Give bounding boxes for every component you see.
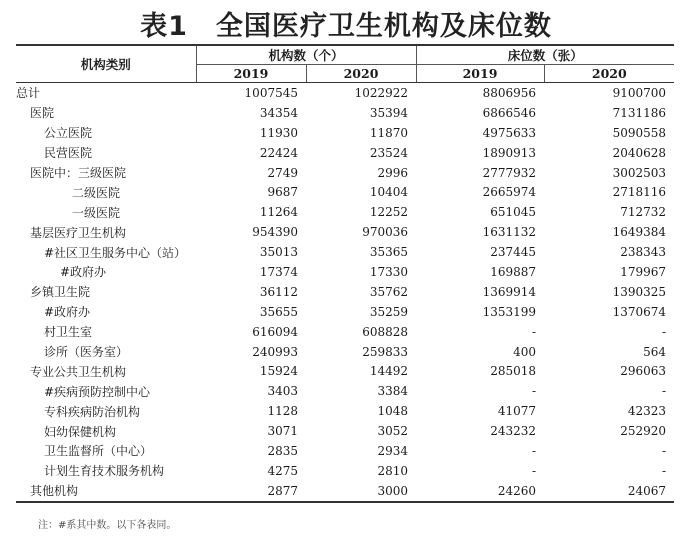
row-label: 医院 [30, 106, 55, 121]
cell-value: 296063 [620, 364, 667, 379]
cell-value: - [531, 384, 537, 399]
header-year: 2019 [416, 65, 544, 83]
row-label: #政府办 [44, 305, 91, 320]
header-category: 机构类别 [16, 45, 196, 83]
cell-value: - [661, 443, 667, 458]
cell-value: 616094 [252, 324, 298, 339]
cell-value: 15924 [259, 364, 298, 379]
table-row [16, 361, 674, 381]
cell-value: 8806956 [482, 85, 537, 100]
row-label: 民营医院 [44, 146, 93, 161]
cell-value: 2877 [196, 481, 306, 502]
row-label: 乡镇卫生院 [30, 285, 91, 300]
cell-value: 35762 [369, 284, 409, 299]
cell-value: 285018 [490, 364, 537, 379]
cell-value: 4975633 [482, 125, 537, 140]
cell-value: 11930 [259, 125, 298, 140]
cell-value: 6866546 [482, 105, 537, 120]
cell-value: 237445 [490, 245, 537, 260]
table-row [16, 103, 674, 123]
cell-value: 2996 [377, 165, 409, 180]
cell-value: 608828 [362, 324, 409, 339]
cell-value: 2749 [267, 165, 298, 180]
table-row [16, 322, 674, 342]
row-label: 公立医院 [44, 126, 93, 141]
header-year: 2020 [306, 65, 416, 83]
cell-value: - [531, 324, 537, 339]
cell-value: 3384 [377, 384, 409, 399]
cell-value: 23524 [369, 145, 409, 160]
cell-value: 35394 [369, 105, 409, 120]
cell-value: 14492 [369, 364, 409, 379]
cell-value: 11870 [369, 125, 409, 140]
cell-value: 2040628 [612, 145, 667, 160]
cell-value: 1649384 [612, 225, 667, 240]
row-label: 二级医院 [72, 185, 121, 200]
cell-value: 35655 [259, 304, 298, 319]
table-row [16, 481, 674, 502]
cell-value: - [661, 324, 667, 339]
cell-value: 12252 [369, 205, 409, 220]
institutions-beds-table [16, 44, 674, 503]
table-row [16, 182, 674, 202]
cell-value: 3071 [267, 424, 298, 439]
cell-value: 24067 [544, 481, 674, 502]
cell-value: 259833 [362, 344, 409, 359]
cell-value: 42323 [627, 404, 667, 419]
row-label: 卫生监督所（中心） [44, 444, 153, 459]
cell-value: 1048 [377, 404, 409, 419]
cell-value: 3002503 [612, 165, 667, 180]
table-row [16, 461, 674, 481]
cell-value: 651045 [490, 205, 537, 220]
header-beds: 床位数（张） [416, 45, 674, 65]
cell-value: 2810 [377, 463, 409, 478]
row-label: 妇幼保健机构 [44, 424, 117, 439]
cell-value: 179967 [620, 264, 667, 279]
row-label: 总计 [16, 86, 41, 101]
cell-value: 7131186 [612, 105, 667, 120]
cell-value: 169887 [490, 264, 537, 279]
page-title: 表1 全国医疗卫生机构及床位数 [140, 11, 552, 42]
cell-value: - [661, 463, 667, 478]
table-row [16, 143, 674, 163]
table-row [16, 282, 674, 302]
cell-value: 970036 [362, 225, 409, 240]
row-label: 专科疾病防治机构 [44, 404, 141, 419]
header-year: 2019 [196, 65, 306, 83]
cell-value: 9100700 [612, 85, 667, 100]
table-row [16, 342, 674, 362]
footnote: 注：#系其中数。以下各表同。 [38, 520, 177, 531]
cell-value: 2777932 [482, 165, 537, 180]
cell-value: 22424 [259, 145, 298, 160]
cell-value: 36112 [259, 284, 298, 299]
cell-value: 240993 [252, 344, 298, 359]
cell-value: 3052 [377, 424, 409, 439]
cell-value: 1022922 [354, 85, 409, 100]
table-row [16, 302, 674, 322]
cell-value: 17330 [369, 264, 409, 279]
cell-value: 954390 [252, 225, 298, 240]
cell-value: 712732 [620, 205, 667, 220]
cell-value: 35259 [369, 304, 409, 319]
cell-value: 252920 [620, 424, 667, 439]
table-row [16, 401, 674, 421]
cell-value: 9687 [267, 185, 298, 200]
row-label: 其他机构 [16, 481, 196, 502]
row-label: #政府办 [60, 265, 107, 280]
cell-value: 3403 [267, 384, 298, 399]
cell-value: 24260 [416, 481, 544, 502]
table-row [16, 83, 674, 103]
cell-value: 243232 [490, 424, 537, 439]
cell-value: 1370674 [612, 304, 667, 319]
row-label: 专业公共卫生机构 [30, 364, 127, 379]
table-row [16, 262, 674, 282]
row-label: 诊所（医务室） [44, 345, 129, 360]
cell-value: - [531, 463, 537, 478]
cell-value: 238343 [620, 245, 667, 260]
row-label: 医院中：三级医院 [30, 166, 127, 180]
table-row [16, 421, 674, 441]
cell-value: 17374 [259, 264, 298, 279]
cell-value: 10404 [369, 185, 409, 200]
cell-value: 2718116 [612, 185, 667, 200]
header-year: 2020 [544, 65, 674, 83]
table-row [16, 381, 674, 401]
header-institutions: 机构数（个） [196, 45, 416, 65]
cell-value: 1007545 [244, 85, 298, 100]
cell-value: 34354 [259, 105, 298, 120]
cell-value: - [531, 443, 537, 458]
cell-value: 1353199 [482, 304, 537, 319]
table-row [16, 202, 674, 222]
cell-value: 1390325 [612, 284, 667, 299]
table-row [16, 242, 674, 262]
cell-value: 1369914 [482, 284, 537, 299]
cell-value: 1890913 [482, 145, 537, 160]
cell-value: 1128 [267, 404, 298, 419]
cell-value: 41077 [497, 404, 537, 419]
cell-value: 35365 [369, 245, 409, 260]
row-label: #疾病预防控制中心 [44, 384, 151, 399]
table-row [16, 441, 674, 461]
cell-value: 2934 [377, 443, 409, 458]
cell-value: 5090558 [612, 125, 667, 140]
row-label: 一级医院 [72, 205, 121, 220]
cell-value: 35013 [259, 245, 298, 260]
cell-value: - [661, 384, 667, 399]
cell-value: 3000 [306, 481, 416, 502]
cell-value: 1631132 [482, 225, 537, 240]
cell-value: 2835 [267, 443, 298, 458]
row-label: #社区卫生服务中心（站） [44, 245, 187, 260]
table-row [16, 222, 674, 242]
table-row [16, 163, 674, 183]
cell-value: 4275 [267, 463, 298, 478]
row-label: 基层医疗卫生机构 [30, 225, 127, 240]
cell-value: 400 [513, 344, 537, 359]
row-label: 村卫生室 [44, 325, 93, 340]
cell-value: 564 [643, 344, 667, 359]
cell-value: 11264 [259, 205, 298, 220]
table-row [16, 123, 674, 143]
cell-value: 2665974 [482, 185, 537, 200]
row-label: 计划生育技术服务机构 [44, 464, 165, 479]
